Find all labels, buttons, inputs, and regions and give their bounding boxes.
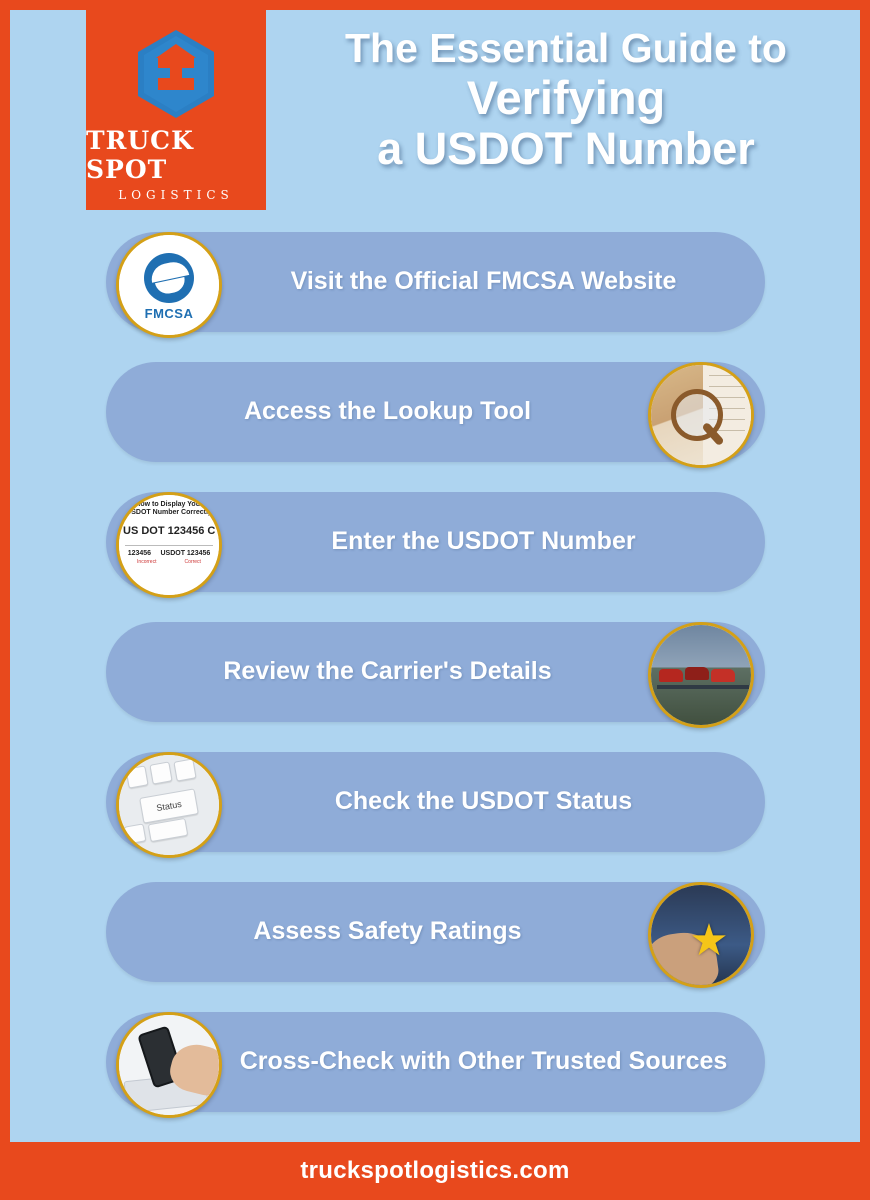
brand-logo-block: [86, 10, 266, 210]
title-line-3: a USDOT Number: [377, 122, 755, 174]
sign-divider: [125, 545, 213, 546]
title-line-2: Verifying: [466, 70, 666, 124]
car-hauler-truck-icon: [648, 622, 754, 728]
step-label: Access the Lookup Tool: [243, 397, 532, 426]
truck-shape: [657, 663, 747, 693]
website-url[interactable]: truckspotlogistics.com: [300, 1157, 570, 1184]
magnifying-glass-icon: [648, 362, 754, 468]
step-item: [10, 232, 860, 332]
usdot-number-sign-icon: [116, 492, 222, 598]
step-label: Check the USDOT Status: [334, 787, 633, 816]
fmcsa-label: FMCSA: [144, 306, 194, 321]
sign-right-number: USDOT 123456: [160, 550, 211, 558]
star-glyph: ★: [689, 916, 729, 965]
step-label: Review the Carrier's Details: [223, 657, 552, 686]
step-label: Assess Safety Ratings: [253, 917, 522, 946]
sign-right-note: Correct: [184, 559, 201, 566]
fmcsa-swoosh-icon: [144, 253, 194, 303]
step-item: [10, 1012, 860, 1112]
footer-bar: [0, 1142, 870, 1200]
star-rating-icon: [648, 882, 754, 988]
title-line-1: The Essential Guide to: [345, 25, 787, 71]
fmcsa-logo-icon: [116, 232, 222, 338]
brand-name: TRUCK SPOT: [86, 126, 194, 184]
page-title: [272, 25, 860, 174]
truck-spot-hexagon-logo-icon: [128, 26, 224, 122]
step-label: Enter the USDOT Number: [331, 527, 636, 556]
sign-heading: How to Display Your USDOT Number Correctly: [126, 501, 212, 516]
brand-subtitle: LOGISTICS: [118, 188, 234, 202]
step-item: [10, 622, 860, 722]
keyboard-status-key-icon: [116, 752, 222, 858]
step-item: [10, 882, 860, 982]
step-item: [10, 362, 860, 462]
top-accent-bar: [0, 0, 870, 10]
step-label: Visit the Official FMCSA Website: [290, 267, 677, 296]
step-item: [10, 752, 860, 852]
phone-laptop-icon: [116, 1012, 222, 1118]
sign-left-note: Incorrect: [137, 559, 157, 566]
steps-list: [10, 232, 860, 1142]
poster-header: [10, 10, 860, 220]
step-label: Cross-Check with Other Trusted Sources: [239, 1047, 728, 1076]
status-key: Status: [139, 788, 199, 823]
step-item: [10, 492, 860, 592]
sign-left-number: 123456: [127, 550, 152, 558]
sign-number: US DOT 123456 C: [123, 525, 216, 538]
